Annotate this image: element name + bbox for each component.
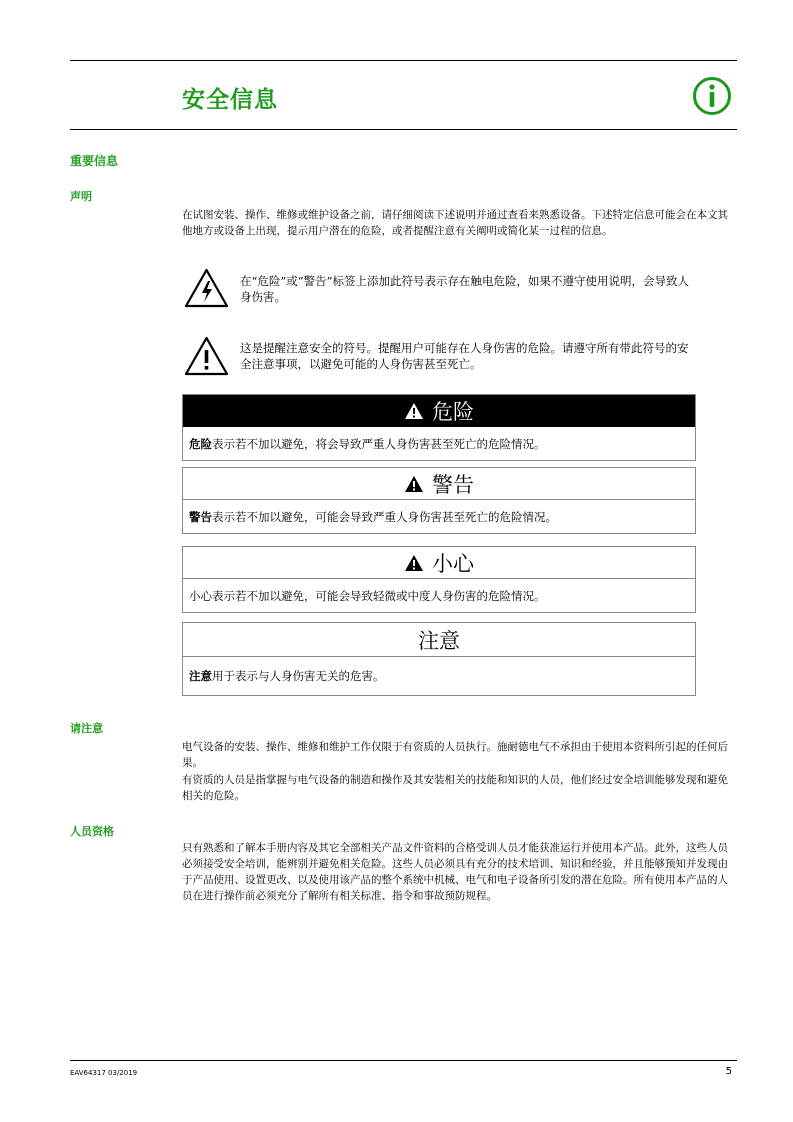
footer-doc-id: EAV64317 03/2019	[70, 1069, 138, 1077]
statement-text: 在试图安装、操作、维修或维护设备之前，请仔细阅读下述说明并通过查看来熟悉设备。下述特定信息可能会在本文其他地方或设备上出现，提示用户潜在的危险，或者提醒注意有关阐明或简化某一过程的信息。	[182, 209, 728, 237]
danger-box-description: 危险 表示若不加以避免，将会导致严重人身伤害甚至死亡的危险情况。	[189, 436, 546, 451]
notice-box-description: 注意 用于表示与人身伤害无关的危害。	[189, 669, 385, 683]
note-paragraph-1: 电气设备的安装、操作、维修和维护工作仅限于有资质的人员执行。施耐德电气不承担由于使用本资料所引起的任何后果。	[182, 741, 728, 769]
section-label-qualification: 人员资格	[70, 825, 114, 838]
qualification-text: 只有熟悉和了解本手册内容及其它全部相关产品文件资料的合格受训人员才能获准运行并使用本产品。此外，这些人员必须接受安全培训，能辨别并避免相关危险。这些人员必须具有充分的技术培训、知识和经验，并且能够预知并发现由于产品使用、设置更改、以及使用该产品的整个系统中机械、电气和电子设备所引发的潜在危险。所有使用本产品的人员在进行操作前必须充分了解所有相关标准、指令和事故预防规程。	[182, 842, 728, 902]
electric-hazard-icon	[184, 267, 229, 309]
caution-box	[182, 546, 696, 613]
footer-rule	[70, 1060, 737, 1061]
warning-triangle-icon	[404, 475, 424, 493]
warning-triangle-icon	[404, 402, 424, 420]
warning-box-label: 警告	[432, 472, 474, 497]
symbol-text-electric: 在“危险”或“警告”标签上添加此符号表示存在触电危险，如果不遵守使用说明，会导致人身伤害。	[240, 274, 690, 304]
note-paragraph-2: 有资质的人员是指掌握与电气设备的制造和操作及其安装相关的技能和知识的人员，他们经过安全培训能够发现和避免相关的危险。	[182, 774, 728, 802]
notice-box-header	[183, 623, 695, 657]
caution-box-header	[183, 547, 695, 579]
alert-triangle-icon	[184, 335, 229, 377]
symbol-text-alert: 这是提醒注意安全的符号。提醒用户可能存在人身伤害的危险。请遵守所有带此符号的安全注意事项，以避免可能的人身伤害甚至死亡。	[240, 341, 689, 371]
notice-box-label: 注意	[418, 628, 460, 653]
warning-box-header	[183, 468, 695, 500]
page-title: 安全信息	[182, 87, 278, 113]
caution-box-description: 小心表示若不加以避免，可能会导致轻微或中度人身伤害的危险情况。	[189, 588, 546, 603]
section-label-statement: 声明	[70, 190, 92, 203]
danger-box	[182, 394, 696, 461]
top-rule	[70, 60, 737, 61]
section-label-note: 请注意	[70, 722, 103, 735]
warning-box-description: 警告 表示若不加以避免，可能会导致严重人身伤害甚至死亡的危险情况。	[189, 509, 557, 524]
section-heading-important: 重要信息	[70, 154, 119, 168]
danger-box-label: 危险	[432, 399, 474, 424]
caution-box-label: 小心	[432, 551, 474, 576]
notice-box	[182, 622, 696, 696]
danger-box-header	[183, 395, 695, 427]
footer-page-number: 5	[725, 1066, 732, 1077]
warning-box	[182, 467, 696, 534]
warning-triangle-icon	[404, 554, 424, 572]
info-icon	[692, 76, 732, 116]
header-rule	[70, 129, 737, 130]
